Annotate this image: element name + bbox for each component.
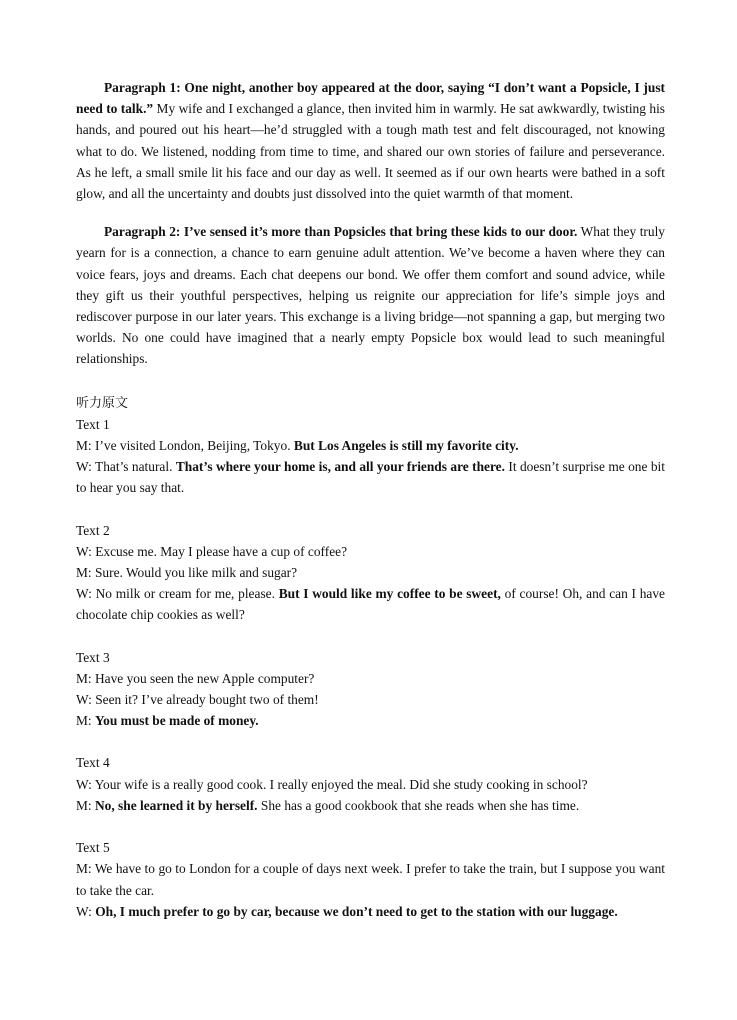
text-3-block [76, 647, 665, 732]
paragraph-2-bold: Paragraph 2: I’ve sensed it’s more than Popsicles that bring these kids to our door. [104, 224, 578, 240]
paragraph-1-bold: Paragraph 1: One night, another boy appeared at the door, saying “I don’t want a Popsicle, I just need to talk.” [76, 80, 665, 117]
text-3-title: Text 3 [76, 649, 110, 665]
text-5-line-1: M: We have to go to London for a couple of days next week. I prefer to take the train, but I suppose you want to take the car. [76, 861, 665, 898]
text-1-line-1-bold: But Los Angeles is still my favorite city. [293, 438, 519, 454]
text-5-line-2-plain: W: [76, 903, 96, 919]
text-1-line-2 [76, 456, 665, 498]
text-2-title: Text 2 [76, 522, 110, 538]
text-2-line-1: W: Excuse me. May I please have a cup of coffee? [76, 543, 348, 559]
text-5-title: Text 5 [76, 840, 110, 856]
text-1-line-1-plain: M: I’ve visited London, Beijing, Tokyo. [76, 438, 294, 454]
text-4-title: Text 4 [76, 755, 110, 771]
text-1-line-2-rest: It doesn’t surprise me one bit to hear you say that. [76, 459, 665, 496]
text-2-line-3 [76, 583, 665, 625]
paragraph-2-text: What they truly yearn for is a connection, a chance to earn genuine adult attention. We’ve become a haven where they can voice fears, joys and dreams. Each chat deepens our bond. We offer them comfort and sound advice, while they gift us their youthful perspectives, helping us reignite our appreciation for life’s simple joys and rediscover purpose in our later years. This exchange is a living bridge—not spanning a gap, but merging two worlds. No one could have imagined that a nearly empty Popsicle box would lead to such meaningful relationships. [76, 224, 665, 367]
text-1-line-1 [76, 435, 665, 456]
paragraph-1-text: My wife and I exchanged a glance, then invited him in warmly. He sat awkwardly, twisting his hands, and poured out his heart—he’d struggled with a tough math test and felt discouraged, not knowing what to do. We listened, nodding from time to time, and shared our own stories of failure and perseverance. As he left, a small smile lit his face and our day as well. It seemed as if our own hearts were bathed in a soft glow, and all the uncertainty and doubts just dissolved into the quiet warmth of that moment. [76, 101, 665, 202]
text-4-line-2-plain: M: [76, 797, 95, 813]
text-4-line-1: W: Your wife is a really good cook. I really enjoyed the meal. Did she study cooking in school? [76, 776, 588, 792]
text-4-line-2 [76, 795, 665, 816]
text-4-block [76, 752, 665, 816]
text-1-line-2-plain: W: That’s natural. [76, 459, 176, 475]
text-2-line-3-plain: W: No milk or cream for me, please. [76, 586, 279, 602]
text-3-line-1: M: Have you seen the new Apple computer? [76, 670, 315, 686]
text-1-title: Text 1 [76, 416, 110, 432]
text-3-line-3-bold: You must be made of money. [94, 713, 259, 729]
text-1-line-2-bold: That’s where your home is, and all your friends are there. [175, 459, 505, 475]
text-4-line-2-bold: No, she learned it by herself. [94, 797, 258, 813]
paragraph-1 [76, 77, 665, 204]
text-1-block [76, 414, 665, 499]
text-5-block [76, 837, 665, 922]
text-2-line-2: M: Sure. Would you like milk and sugar? [76, 565, 298, 581]
text-3-line-3-plain: M: [76, 713, 95, 729]
section-title: 听力原文 [76, 395, 129, 411]
text-5-line-2 [76, 901, 665, 922]
text-5-line-2-bold: Oh, I much prefer to go by car, because we don’t need to get to the station with our luggage. [95, 903, 618, 919]
text-2-block [76, 520, 665, 626]
text-3-line-3 [76, 710, 665, 731]
text-2-line-3-rest: of course! Oh, and can I have chocolate chip cookies as well? [76, 586, 665, 623]
paragraph-2 [76, 221, 665, 369]
text-2-line-3-bold: But I would like my coffee to be sweet, [278, 586, 501, 602]
text-3-line-2: W: Seen it? I’ve already bought two of them! [76, 692, 319, 708]
text-4-line-2-rest: She has a good cookbook that she reads when she has time. [257, 797, 580, 813]
